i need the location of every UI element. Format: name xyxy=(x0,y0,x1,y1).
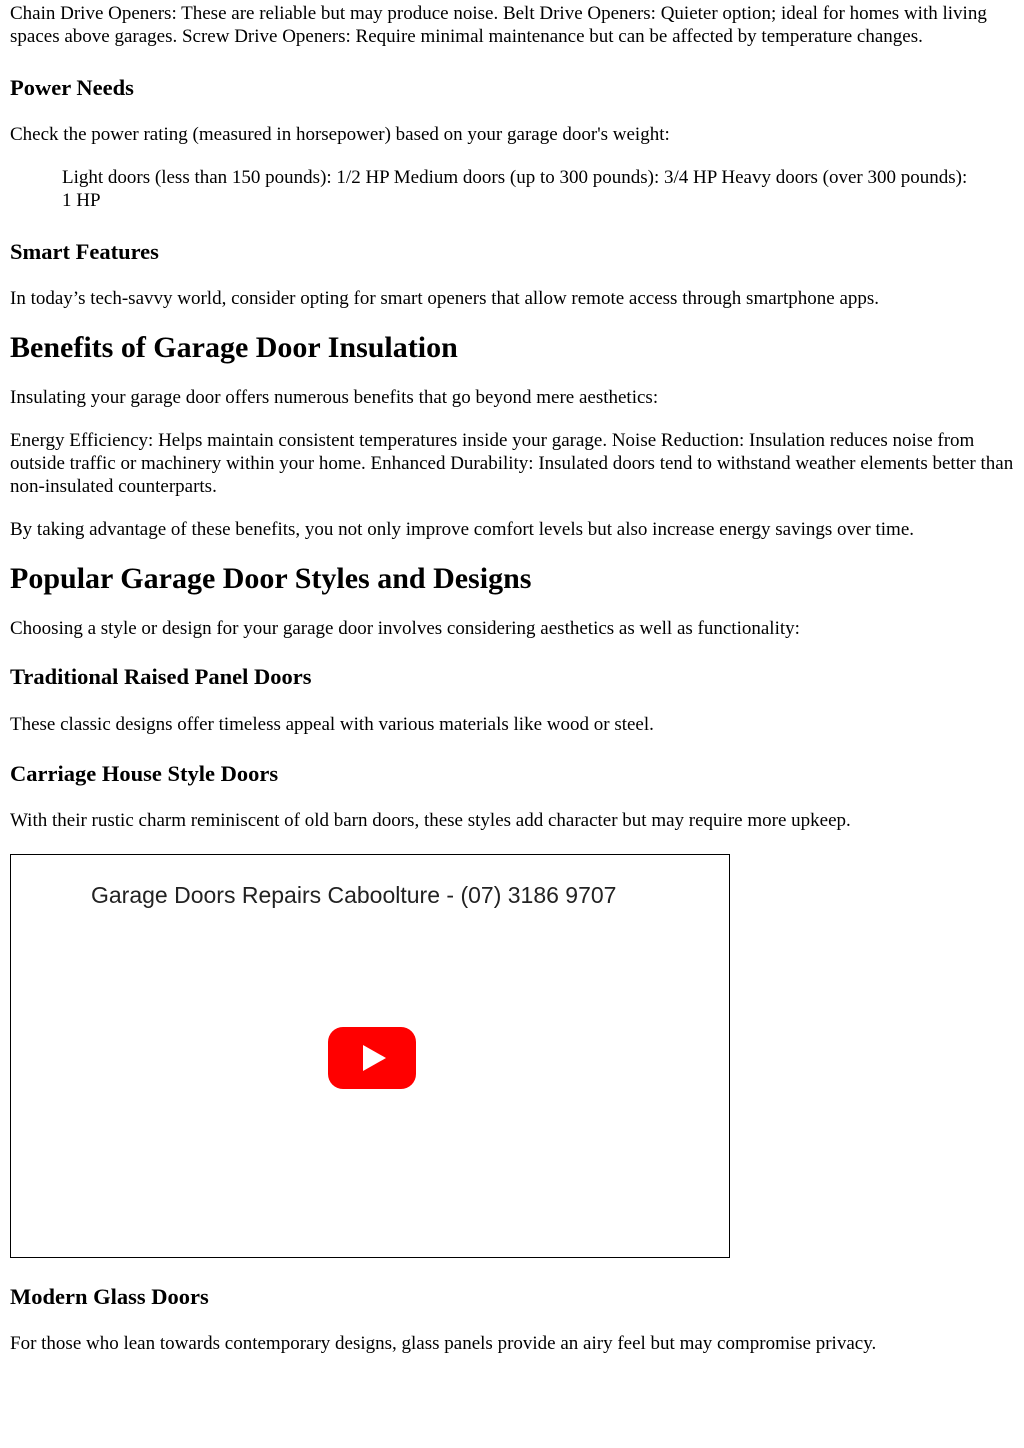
smart-features-heading: Smart Features xyxy=(10,239,159,264)
glass-text: For those who lean towards contemporary designs, glass panels provide an airy feel but may compromise privacy. xyxy=(10,1333,877,1354)
traditional-text: These classic designs offer timeless appeal with various materials like wood or steel. xyxy=(10,714,654,735)
styles-intro: Choosing a style or design for your garage door involves considering aesthetics as well as functionality: xyxy=(10,618,800,639)
youtube-play-icon[interactable] xyxy=(328,1027,416,1089)
carriage-heading: Carriage House Style Doors xyxy=(10,761,279,786)
glass-heading: Modern Glass Doors xyxy=(10,1284,209,1309)
video-embed[interactable] xyxy=(10,854,730,1258)
insulation-heading: Benefits of Garage Door Insulation xyxy=(10,331,458,364)
video-title[interactable]: Garage Doors Repairs Caboolture - (07) 3186 9707 xyxy=(91,882,617,908)
insulation-benefits: Energy Efficiency: Helps maintain consistent temperatures inside your garage. Noise Reduction: Insulation reduces noise from outside traffic or machinery within your home. Enhanced Durability: Insulated doors tend to withstand weather elements better than non-insulated counterparts. xyxy=(10,430,1014,497)
styles-heading: Popular Garage Door Styles and Designs xyxy=(10,562,532,595)
smart-features-text: In today’s tech-savvy world, consider opting for smart openers that allow remote access through smartphone apps. xyxy=(10,288,880,309)
traditional-heading: Traditional Raised Panel Doors xyxy=(10,664,312,689)
openers-types-paragraph: Chain Drive Openers: These are reliable but may produce noise. Belt Drive Openers: Quieter option; ideal for homes with living spaces above garages. Screw Drive Openers: Require minimal maintenance but can be affected by temperature changes. xyxy=(10,3,987,47)
power-needs-quote: Light doors (less than 150 pounds): 1/2 HP Medium doors (up to 300 pounds): 3/4 HP Heavy doors (over 300 pounds): 1 HP xyxy=(62,167,968,211)
insulation-closing: By taking advantage of these benefits, you not only improve comfort levels but also increase energy savings over time. xyxy=(10,519,915,540)
power-needs-heading: Power Needs xyxy=(10,75,134,100)
carriage-text: With their rustic charm reminiscent of old barn doors, these styles add character but may require more upkeep. xyxy=(10,810,851,831)
article xyxy=(0,2,1024,1355)
insulation-intro: Insulating your garage door offers numerous benefits that go beyond mere aesthetics: xyxy=(10,387,659,408)
power-needs-intro: Check the power rating (measured in horsepower) based on your garage door's weight: xyxy=(10,124,670,145)
